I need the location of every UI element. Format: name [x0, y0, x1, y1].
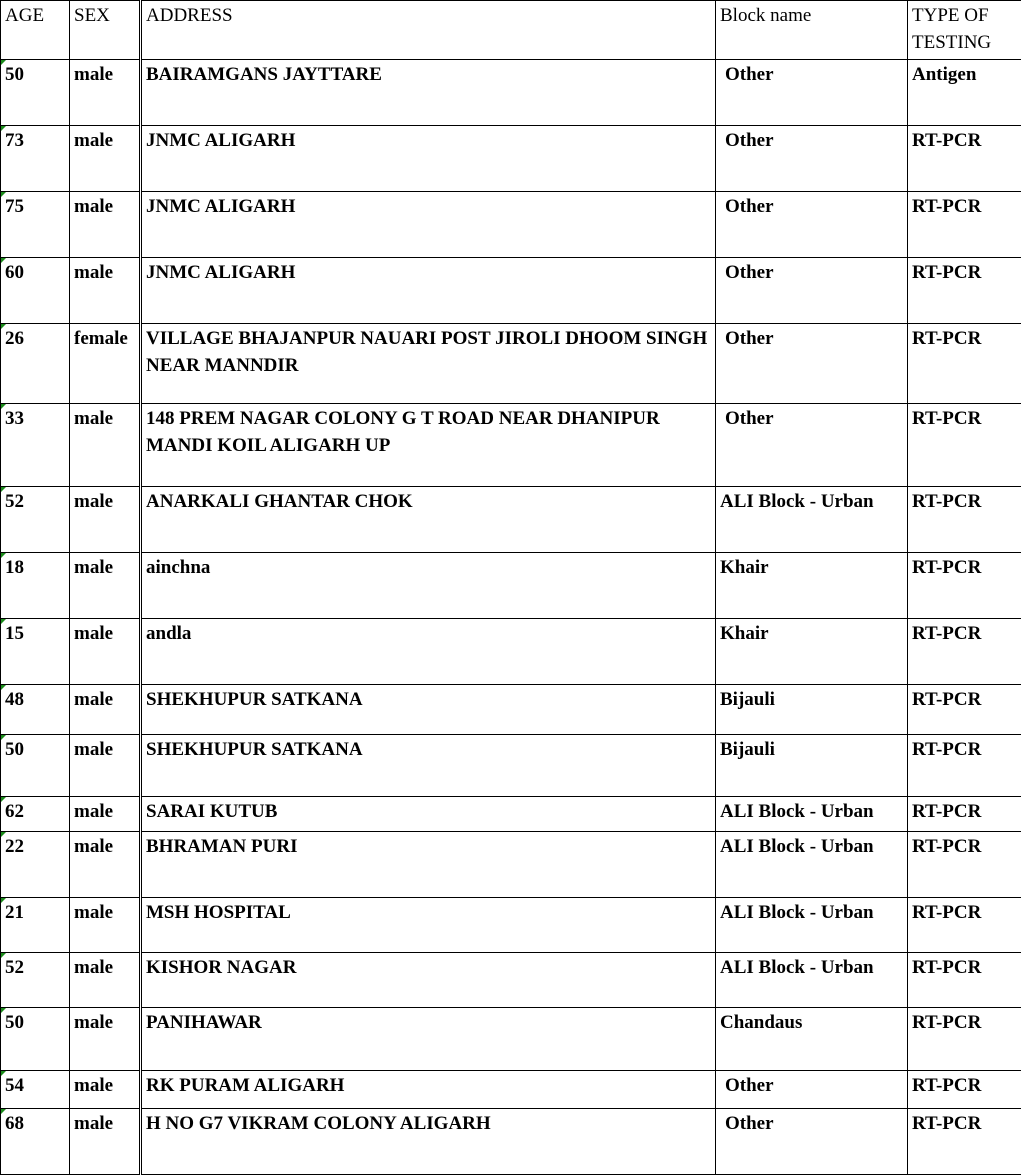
age-cell: 33	[1, 404, 70, 487]
table-row	[1, 1071, 1021, 1109]
address-cell: ANARKALI GHANTAR CHOK	[141, 487, 716, 553]
testing-type-cell: RT-PCR	[908, 797, 1021, 832]
block-name-cell: Chandaus	[716, 1008, 908, 1071]
testing-type-cell: RT-PCR	[908, 1008, 1021, 1071]
sex-cell: female	[70, 324, 141, 404]
block-name-cell: Other	[716, 324, 908, 404]
table-body	[1, 60, 1021, 1175]
age-cell: 73	[1, 126, 70, 192]
address-cell: SHEKHUPUR SATKANA	[141, 685, 716, 735]
sex-cell: male	[70, 487, 141, 553]
block-name-cell: Bijauli	[716, 735, 908, 797]
sex-cell: male	[70, 832, 141, 898]
block-name-cell: ALI Block - Urban	[716, 487, 908, 553]
address-cell: SARAI KUTUB	[141, 797, 716, 832]
sex-cell: male	[70, 953, 141, 1008]
table-row	[1, 487, 1021, 553]
table-row	[1, 797, 1021, 832]
table-row	[1, 619, 1021, 685]
testing-type-cell: RT-PCR	[908, 487, 1021, 553]
header-address: ADDRESS	[141, 1, 716, 60]
block-name-cell: ALI Block - Urban	[716, 832, 908, 898]
testing-type-cell: RT-PCR	[908, 735, 1021, 797]
age-cell: 50	[1, 60, 70, 126]
block-name-cell: Other	[716, 258, 908, 324]
age-cell: 54	[1, 1071, 70, 1109]
header-sex: SEX	[70, 1, 141, 60]
testing-type-cell: RT-PCR	[908, 685, 1021, 735]
address-cell: KISHOR NAGAR	[141, 953, 716, 1008]
testing-type-cell: RT-PCR	[908, 619, 1021, 685]
testing-type-cell: RT-PCR	[908, 1109, 1021, 1175]
sex-cell: male	[70, 1109, 141, 1175]
age-cell: 50	[1, 1008, 70, 1071]
table-row	[1, 735, 1021, 797]
testing-type-cell: RT-PCR	[908, 404, 1021, 487]
age-cell: 62	[1, 797, 70, 832]
sex-cell: male	[70, 685, 141, 735]
table-row	[1, 192, 1021, 258]
testing-type-cell: RT-PCR	[908, 258, 1021, 324]
testing-type-cell: RT-PCR	[908, 192, 1021, 258]
sex-cell: male	[70, 735, 141, 797]
sex-cell: male	[70, 1071, 141, 1109]
testing-type-cell: Antigen	[908, 60, 1021, 126]
table-row	[1, 258, 1021, 324]
address-cell: BHRAMAN PURI	[141, 832, 716, 898]
age-cell: 48	[1, 685, 70, 735]
table-row	[1, 126, 1021, 192]
header-type-of-testing: TYPE OF TESTING	[908, 1, 1021, 60]
block-name-cell: ALI Block - Urban	[716, 898, 908, 953]
sex-cell: male	[70, 60, 141, 126]
age-cell: 68	[1, 1109, 70, 1175]
block-name-cell: Other	[716, 404, 908, 487]
table-row	[1, 324, 1021, 404]
age-cell: 15	[1, 619, 70, 685]
testing-type-cell: RT-PCR	[908, 126, 1021, 192]
header-age: AGE	[1, 1, 70, 60]
address-cell: ainchna	[141, 553, 716, 619]
sex-cell: male	[70, 619, 141, 685]
age-cell: 18	[1, 553, 70, 619]
table-row	[1, 60, 1021, 126]
block-name-cell: Khair	[716, 619, 908, 685]
address-cell: BAIRAMGANS JAYTTARE	[141, 60, 716, 126]
table-row	[1, 1109, 1021, 1175]
block-name-cell: Other	[716, 1109, 908, 1175]
address-cell: 148 PREM NAGAR COLONY G T ROAD NEAR DHANIPUR MANDI KOIL ALIGARH UP	[141, 404, 716, 487]
block-name-cell: ALI Block - Urban	[716, 797, 908, 832]
address-cell: SHEKHUPUR SATKANA	[141, 735, 716, 797]
address-cell: andla	[141, 619, 716, 685]
testing-type-cell: RT-PCR	[908, 1071, 1021, 1109]
age-cell: 52	[1, 487, 70, 553]
testing-type-cell: RT-PCR	[908, 553, 1021, 619]
age-cell: 22	[1, 832, 70, 898]
block-name-cell: Other	[716, 126, 908, 192]
block-name-cell: Khair	[716, 553, 908, 619]
header-block-name: Block name	[716, 1, 908, 60]
age-cell: 21	[1, 898, 70, 953]
block-name-cell: Other	[716, 192, 908, 258]
table-row	[1, 404, 1021, 487]
age-cell: 50	[1, 735, 70, 797]
testing-type-cell: RT-PCR	[908, 832, 1021, 898]
testing-type-cell: RT-PCR	[908, 324, 1021, 404]
table-row	[1, 1008, 1021, 1071]
testing-type-cell: RT-PCR	[908, 953, 1021, 1008]
address-cell: JNMC ALIGARH	[141, 126, 716, 192]
block-name-cell: Other	[716, 1071, 908, 1109]
address-cell: JNMC ALIGARH	[141, 192, 716, 258]
table-row	[1, 832, 1021, 898]
sex-cell: male	[70, 1008, 141, 1071]
age-cell: 52	[1, 953, 70, 1008]
address-cell: MSH HOSPITAL	[141, 898, 716, 953]
sex-cell: male	[70, 126, 141, 192]
address-cell: H NO G7 VIKRAM COLONY ALIGARH	[141, 1109, 716, 1175]
sex-cell: male	[70, 404, 141, 487]
sex-cell: male	[70, 192, 141, 258]
header-row	[1, 1, 1021, 60]
table-row	[1, 685, 1021, 735]
address-cell: PANIHAWAR	[141, 1008, 716, 1071]
block-name-cell: Other	[716, 60, 908, 126]
age-cell: 75	[1, 192, 70, 258]
address-cell: RK PURAM ALIGARH	[141, 1071, 716, 1109]
table-row	[1, 898, 1021, 953]
sex-cell: male	[70, 258, 141, 324]
sex-cell: male	[70, 553, 141, 619]
testing-type-cell: RT-PCR	[908, 898, 1021, 953]
address-cell: VILLAGE BHAJANPUR NAUARI POST JIROLI DHOOM SINGH NEAR MANNDIR	[141, 324, 716, 404]
table-row	[1, 553, 1021, 619]
table-row	[1, 953, 1021, 1008]
age-cell: 26	[1, 324, 70, 404]
address-cell: JNMC ALIGARH	[141, 258, 716, 324]
block-name-cell: ALI Block - Urban	[716, 953, 908, 1008]
age-cell: 60	[1, 258, 70, 324]
sex-cell: male	[70, 898, 141, 953]
sex-cell: male	[70, 797, 141, 832]
block-name-cell: Bijauli	[716, 685, 908, 735]
